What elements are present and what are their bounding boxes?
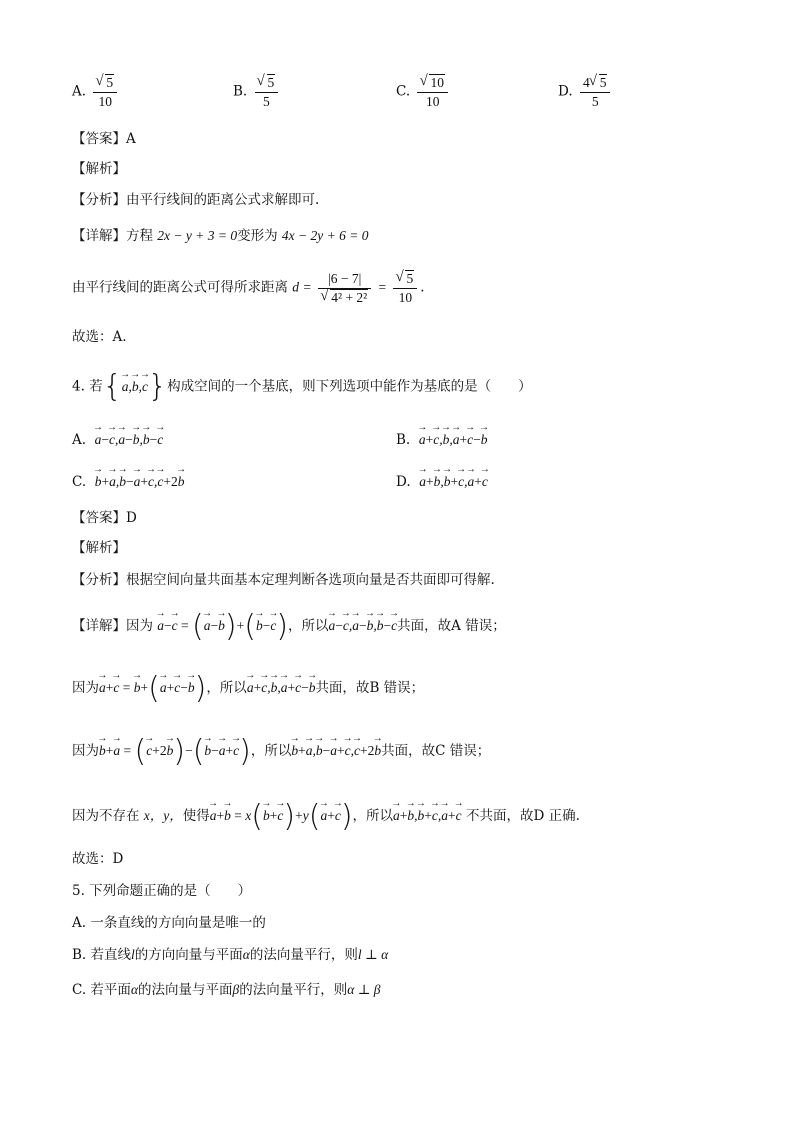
fenxi-tag: 【分析】: [72, 192, 126, 208]
equation-2: 4x − 2y + 6 = 0: [281, 228, 369, 243]
fenxi-text: 由平行线间的距离公式求解即可.: [126, 192, 320, 208]
plane-alpha: α: [242, 947, 250, 962]
option-letter: D: [533, 808, 545, 825]
stem-pre: 若: [89, 378, 103, 395]
option-letter: C: [435, 743, 446, 760]
option-label: D.: [558, 83, 573, 100]
q4-detail-line-1: 【详解】因为 → a−→ c = (→ a−→ b)+(→ b−→ c)，所以→ a−→ c,→ a−→ b,→ b−→ c共面，故A 错误；: [72, 612, 506, 642]
q3-distance-formula: 由平行线间的距离公式可得所求距离 d = |6 − 7| √ 4² + 2² = √ $\frac{5}{10}$ .: [72, 272, 425, 304]
fenxi-text: 根据空间向量共面基本定理判断各选项向量是否共面即可得解.: [126, 572, 495, 588]
correct-text: 正确.: [548, 808, 580, 825]
q4-detail-line-2: 因为→ a+→ c = → b+(→ a+→ c−→ b)，所以→ a+→ c,→ b,→ a+→ c−→ b共面，故B 错误；: [72, 674, 424, 704]
option-label: C.: [72, 474, 87, 490]
distance-radicand: 4² + 2²: [331, 289, 368, 305]
coefficient: 4: [582, 75, 590, 90]
equation-1: 2x − y + 3 = 0: [157, 228, 238, 243]
denominator: 5: [263, 93, 270, 109]
option-label: B.: [233, 83, 248, 100]
xy-vars: x，y，: [143, 808, 183, 824]
xiangjie-mid: 变形为: [237, 228, 278, 244]
option-label: C.: [396, 83, 411, 100]
xiangjie-text: 方程: [126, 228, 153, 244]
because-text: 因为: [72, 743, 99, 760]
because-text: 因为: [72, 680, 99, 697]
q5-stem: 5. 下列命题正确的是（ ）: [72, 883, 252, 899]
so-text: ，所以: [288, 618, 329, 635]
result-denominator: 10: [398, 289, 413, 305]
q3-xiangjie: [72, 229, 369, 244]
q3-option-c: [396, 76, 451, 108]
sqrt-radicand: 5: [267, 75, 275, 90]
q4-choose: 故选：D: [72, 851, 124, 867]
q3-option-d: [558, 76, 613, 108]
option-b-conclusion: l ⊥ α: [357, 947, 389, 962]
option-c-post: 的法向量平行，则: [239, 982, 348, 998]
option-b-mid: 的方向向量与平面: [134, 947, 243, 963]
q3-choose: 故选：A.: [72, 329, 127, 345]
make-text: 使得: [182, 808, 210, 825]
option-label: A.: [72, 83, 87, 100]
xiangjie-tag: 【详解】: [72, 228, 126, 244]
question-number: 4.: [72, 378, 85, 395]
distance-numerator: |6 − 7|: [318, 272, 371, 289]
coplanar-text: 共面，故: [381, 743, 436, 760]
denominator: 10: [425, 93, 440, 109]
sqrt-radicand: 10: [430, 75, 444, 90]
q4-option-d: D. → a+→ b,→ b+→ c,→ a+→ c: [396, 475, 488, 490]
answer-tag: 【答案】: [72, 131, 126, 147]
so-text: ，所以: [206, 680, 247, 697]
option-b-post: 的法向量平行，则: [249, 947, 358, 963]
denominator: 10: [98, 93, 112, 109]
result-radicand: 5: [406, 271, 414, 286]
q4-detail-line-4: 因为不存在 x，y，使得→ a+→ b = x(→ b+→ c)+y(→ a+→ c)，所以→ a+→ b,→ b+→ c,→ a+→ c 不共面，故D 正确.: [72, 802, 580, 832]
wrong-text: 错误；: [383, 680, 425, 697]
q5-option-a: A. 一条直线的方向向量是唯一的: [72, 915, 266, 931]
option-label: B.: [396, 432, 411, 448]
q3-option-a: [72, 76, 120, 108]
coplanar-text: 共面，故: [397, 618, 452, 635]
plane-beta: β: [232, 982, 240, 997]
answer-value: D: [126, 510, 137, 526]
distance-text: 由平行线间的距离公式可得所求距离: [72, 279, 288, 296]
stem-post: 构成空间的一个基底，则下列选项中能作为基底的是（ ）: [167, 378, 532, 395]
q5-option-b: [72, 948, 388, 963]
so-text: ，所以: [250, 743, 292, 760]
q4-answer: [72, 512, 137, 526]
option-letter: B: [369, 680, 380, 697]
q3-option-b: [233, 76, 281, 108]
so-text: ，所以: [352, 808, 394, 825]
q4-option-c: C. → b+→ a,→ b−→ a+→ c,→ c+2→ b: [72, 475, 184, 490]
option-b-pre: B. 若直线: [72, 947, 132, 963]
q4-detail-line-3: 因为→ b+→ a = (→ c+2→ b)−(→ b−→ a+→ c)，所以→ b+→ a,→ b−→ a+→ c,→ c+2→ b共面，故C 错误；: [72, 737, 490, 767]
option-c-conclusion: α ⊥ β: [347, 982, 381, 997]
q3-fenxi: [72, 194, 319, 208]
q3-analysis-tag: 【解析】: [72, 161, 126, 177]
q4-stem: 4. 若{→ a,→ b,→ c}构成空间的一个基底，则下列选项中能作为基底的是（ ）: [72, 372, 532, 402]
fenxi-tag: 【分析】: [72, 572, 126, 588]
q3-answer: [72, 133, 136, 147]
sqrt-radicand: 5: [599, 75, 607, 90]
coplanar-text: 共面，故: [315, 680, 370, 697]
q4-analysis-tag: 【解析】: [72, 540, 126, 556]
plane-alpha: α: [130, 982, 139, 997]
distance-var: d: [292, 279, 300, 295]
option-c-mid: 的法向量与平面: [138, 982, 233, 998]
q4-option-a: A. → a−→ c,→ a−→ b,→ b−→ c: [72, 433, 163, 448]
option-letter: A: [451, 618, 461, 635]
answer-tag: 【答案】: [72, 510, 126, 526]
option-label: D.: [396, 474, 411, 490]
wrong-text: 错误；: [449, 743, 491, 760]
option-c-pre: C. 若平面: [72, 982, 131, 998]
xiangjie-tag: 【详解】: [72, 618, 126, 635]
sqrt-radicand: 5: [106, 75, 114, 90]
answer-value: A: [126, 131, 136, 147]
because-text: 因为: [126, 618, 153, 635]
q4-option-b: B. → a+→ c,→ b,→ a+→ c−→ b: [396, 433, 487, 448]
denominator: 5: [591, 93, 599, 109]
q5-option-c: [72, 983, 381, 998]
not-exist-text: 因为不存在: [72, 808, 140, 825]
wrong-text: 错误；: [465, 618, 506, 635]
q4-fenxi: [72, 574, 495, 588]
not-coplanar-text: 不共面，故: [465, 808, 534, 825]
line-var: l: [131, 947, 135, 962]
option-label: A.: [72, 432, 87, 448]
